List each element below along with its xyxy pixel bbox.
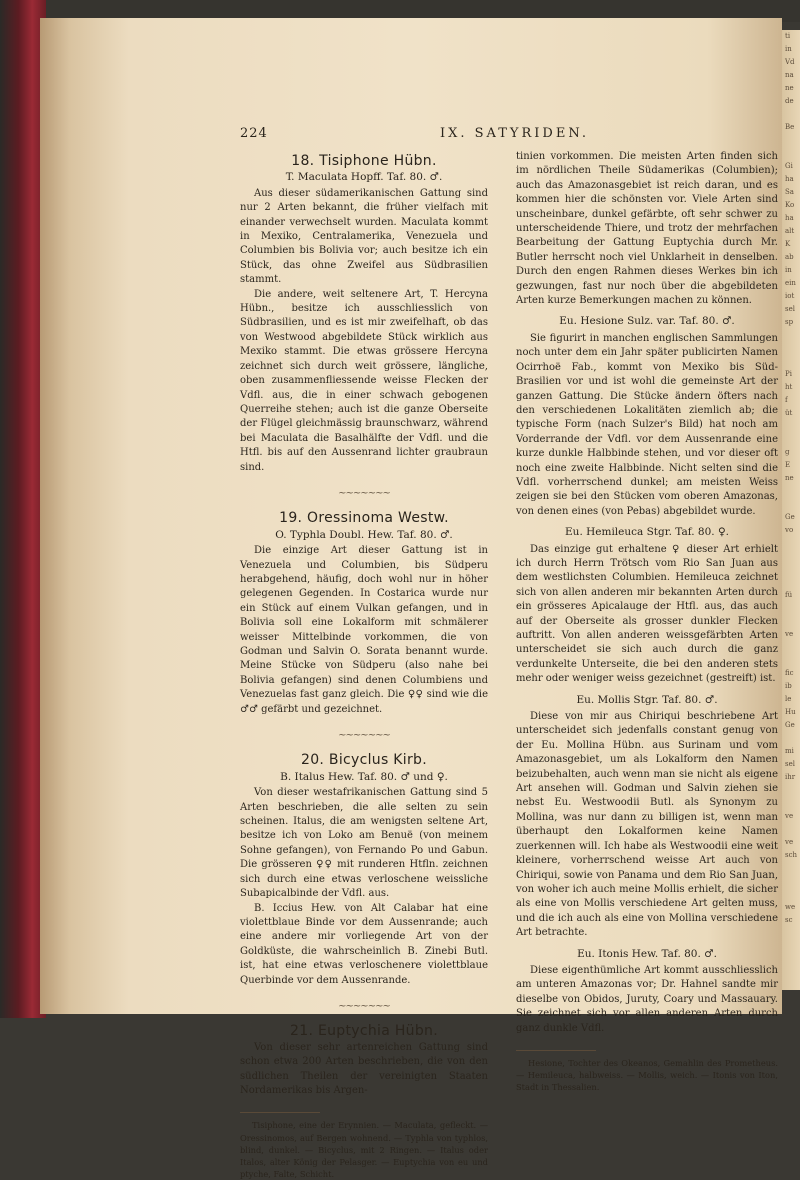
facing-page-fragment: na (785, 71, 794, 79)
paragraph: Aus dieser südamerikanischen Gattung sind nur 2 Arten bekannt, die früher vielfach mit einander verwechselt wurden. Maculata kommt in Mexiko, Centralamerika, Venezuela und Columbien bis Bolivia vor; auch besitze ich ein Stück, das ohne Zweifel aus Südbrasilien stammt. (240, 187, 488, 286)
facing-page-fragment: in (785, 266, 792, 274)
facing-page-fragment: üt (785, 409, 793, 417)
species-heading: Eu. Hesione Sulz. var. Taf. 80. ♂. (559, 315, 735, 328)
facing-page-fragment (782, 420, 800, 433)
page-header (240, 126, 780, 146)
facing-page-fragment: ihr (785, 773, 796, 781)
facing-page-fragment: in (785, 45, 792, 53)
facing-page-fragment (782, 875, 800, 888)
facing-page-fragment (782, 797, 800, 810)
facing-page-fragment: ne (785, 84, 794, 92)
facing-page-fragment: ha (785, 175, 794, 183)
facing-page-fragment: we (785, 903, 796, 911)
facing-page-fragment: Ko (785, 201, 795, 209)
section-title-oressinoma: 19. Oressinoma Westw. (279, 510, 449, 527)
paragraph: Von dieser sehr artenreichen Gattung sind schon etwa 200 Arten beschrieben, die von den südlichen Theilen der vereinigten Staaten Nordamerikas bis Argen- (240, 1041, 488, 1096)
facing-page-fragment: K (785, 240, 791, 248)
facing-page-fragment: sel (785, 760, 795, 768)
species-heading: T. Maculata Hopff. Taf. 80. ♂. (285, 171, 443, 184)
facing-page-fragment: ti (785, 32, 791, 40)
facing-page-fragment: ht (785, 383, 793, 391)
facing-page-fragment: sp (785, 318, 794, 326)
facing-page-fragment: alt (785, 227, 795, 235)
species-heading: B. Italus Hew. Taf. 80. ♂ und ♀. (280, 770, 448, 783)
species-heading: Eu. Hemileuca Stgr. Taf. 80. ♀. (565, 526, 729, 539)
paragraph: Diese eigenthümliche Art kommt ausschliesslich am unteren Amazonas vor; Dr. Hahnel sandte mir dieselbe von Obidos, Juruty, Coary und Massauary. Sie zeichnet sich vor allen anderen Arten durch ganz dunkle Vdfl. (516, 964, 778, 1034)
facing-page-fragment (782, 823, 800, 836)
facing-page-fragment (782, 134, 800, 147)
facing-page-fragment: Gi (785, 162, 793, 170)
facing-page-fragment: ab (785, 253, 794, 261)
section-ornament: ~~~~~~~ (338, 1000, 390, 1012)
facing-page-fragment: Ge (785, 513, 795, 521)
section-ornament: ~~~~~~~ (338, 730, 390, 742)
facing-page-fragment: le (785, 695, 792, 703)
species-heading: O. Typhla Doubl. Hew. Taf. 80. ♂. (275, 528, 453, 541)
footnote-rule (516, 1050, 596, 1051)
facing-page-fragment: iot (785, 292, 795, 300)
section-ornament: ~~~~~~~ (338, 487, 390, 499)
footnote-rule (240, 1112, 320, 1113)
facing-page-fragment (782, 550, 800, 563)
facing-page-fragment (782, 888, 800, 901)
section-title-bicyclus: 20. Bicyclus Kirb. (301, 752, 427, 769)
species-heading: Eu. Mollis Stgr. Taf. 80. ♂. (576, 693, 718, 706)
facing-page-fragment (782, 537, 800, 550)
page-number: 224 (240, 126, 268, 141)
species-heading: Eu. Itonis Hew. Taf. 80. ♂. (577, 947, 717, 960)
facing-page-fragment: ve (785, 630, 794, 638)
facing-page-fragment (782, 732, 800, 745)
footnote: Hesione, Tochter des Okeanos, Gemahlin des Prometheus. — Hemileuca, halbweiss. — Mollis, weich. — Itonis von Iton, Stadt in Thessalien. (516, 1057, 778, 1093)
facing-page-fragment (782, 433, 800, 446)
facing-page-fragment: ne (785, 474, 794, 482)
facing-page-edge (782, 30, 800, 990)
facing-page-fragment (782, 498, 800, 511)
facing-page-fragment: fü (785, 591, 793, 599)
facing-page-fragment: Be (785, 123, 795, 131)
facing-page-fragment: sel (785, 305, 795, 313)
facing-page-fragment: ib (785, 682, 792, 690)
facing-page-fragment (782, 654, 800, 667)
facing-page-fragment: ein (785, 279, 796, 287)
facing-page-fragment: ha (785, 214, 794, 222)
section-title-euptychia: 21. Euptychia Hübn. (290, 1023, 438, 1040)
facing-page-fragment: Sa (785, 188, 794, 196)
paragraph: Sie figurirt in manchen englischen Sammlungen noch unter dem ein Jahr später publicirten Namen Ocirrhoë Fab., kommt von Mexiko bis Süd-Brasilien vor und ist wohl die gemeinste Art der ganzen Gattung. Die Stücke ändern öfters nach den verschiedenen Lokalitäten ziemlich ab; die typische Form (nach Sulzer's Bild) hat noch am Vorderrande der Vdfl. vor dem Aussenrande eine kurze dunkle Halbbinde stehen, und vor dieser oft noch eine zweite Halbbinde. Nicht selten sind die Vdfl. vorherrschend dunkel; am meisten Weiss zeigen sie bei den Stücken vom oberen Amazonas, von denen eines (von Pebas) abgebildet wurde. (516, 332, 778, 517)
facing-page-fragment: Pi (785, 370, 792, 378)
left-column (240, 150, 488, 1180)
facing-page-fragment (782, 342, 800, 355)
facing-page-fragment (782, 147, 800, 160)
facing-page-fragment (782, 108, 800, 121)
facing-page-fragment: Ge (785, 721, 795, 729)
facing-page-fragment (782, 862, 800, 875)
facing-page-fragment (782, 602, 800, 615)
facing-page-fragment: de (785, 97, 794, 105)
running-head: IX. SATYRIDEN. (440, 126, 590, 141)
facing-page-fragment: f (785, 396, 788, 404)
paragraph: B. Iccius Hew. von Alt Calabar hat eine violettblaue Binde vor dem Aussenrande; auch eine andere mir vorliegende Art von der Goldküste, die wahrscheinlich B. Zinebi Butl. ist, hat eine etwas verloschenere violettblaue Querbinde vor dem Aussenrande. (240, 902, 488, 986)
right-column (516, 150, 778, 1094)
facing-page-fragment: sch (785, 851, 798, 859)
facing-page-fragment (782, 355, 800, 368)
facing-page-fragment (782, 615, 800, 628)
section-title-tisiphone: 18. Tisiphone Hübn. (291, 153, 437, 169)
paragraph: Die andere, weit seltenere Art, T. Hercyna Hübn., besitze ich ausschliesslich von Südbrasilien, und es ist mir zweifelhaft, ob das von Westwood abgebildete Stück wirklich aus Mexiko stammt. Die etwas grössere Hercyna zeichnet sich durch weit grössere, längliche, oben zusammenfliessende weisse Flecken der Vdfl. aus, die in einer schwach gebogenen Querreihe stehen; auch ist die ganze Oberseite der Flügel gleichmässig braunschwarz, während bei Maculata die Basalhälfte der Vdfl. und die Htfl. bis auf den Aussenrand lichter graubraun sind. (240, 288, 488, 473)
facing-page-fragment: vo (785, 526, 794, 534)
paragraph: tinien vorkommen. Die meisten Arten finden sich im nördlichen Theile Südamerikas (Columbien); auch das Amazonasgebiet ist reich daran, und es kommen hier die schönsten vor. Viele Arten sind unscheinbare, dunkel gefärbte, oft sehr schwer zu unterscheidende Thiere, und trotz der mehrfachen Bearbeitung der Gattung Euptychia durch Mr. Butler herrscht noch viel Unklarheit in denselben. Durch den engen Rahmen dieses Werkes bin ich gezwungen, fast nur noch über die abgebildeten Arten kurze Bemerkungen machen zu können. (516, 151, 778, 307)
paragraph: Diese von mir aus Chiriqui beschriebene Art unterscheidet sich jedenfalls constant genug von der Eu. Mollina Hübn. aus Surinam und vom Amazonasgebiet, um als Lokalform den Namen beizubehalten, auch wenn man sie nicht als eigene Art ansehen will. Godman und Salvin ziehen sie nebst Eu. Westwoodii Butl. als Synonym zu Mollina, was nur dann zu billigen ist, wenn man überhaupt den Lokalformen keine Namen zuerkennen will. Ich habe als Westwoodii eine weit kleinere, vorherrschend weisse Art auch von Chiriqui, sowie von Panama und dem Rio San Juan, von woher ich auch meine Mollis erhielt, die sicher als eine von Mollis verschiedene Art gelten muss, und die ich auch als eine von Mollina verschiedene Art betrachte. (516, 711, 778, 939)
facing-page-fragment: mi (785, 747, 794, 755)
facing-page-fragment (782, 329, 800, 342)
facing-page-fragment (782, 784, 800, 797)
paragraph: Von dieser westafrikanischen Gattung sind 5 Arten beschrieben, die alle selten zu sein scheinen. Italus, die am wenigsten seltene Art, besitze ich von Loko am Benuë (von meinem Sohne gefangen), von Fernando Po und Gabun. Die grösseren ♀♀ mit runderen Htfln. zeichnen sich durch eine etwas verloschene weissliche Subapicalbinde der Vdfl. aus. (240, 787, 488, 900)
footnote: Tisiphone, eine der Erynnien. — Maculata, gefleckt. — Oressinomos, auf Bergen wohnend. — Typhla von typhlos, blind, dunkel. — Bicyclus, mit 2 Ringen. — Italus oder Italos, alter König der Pelasger. — Euptychia von eu und ptyche, Falte, Schicht. (240, 1120, 488, 1180)
facing-page-fragment: sc (785, 916, 793, 924)
paragraph: Die einzige Art dieser Gattung ist in Venezuela und Columbien, bis Südperu herabgehend, häufig, doch wohl nur in höher gelegenen Gegenden. In Costarica wurde nur ein Stück auf einem Vulkan gefangen, und in Bolivia soll eine Lokalform mit schmälerer weisser Mittelbinde vorkommen, die von Godman und Salvin O. Sorata benannt wurde. Meine Stücke von Südperu (also nahe bei Bolivia gefangen) sind denen Columbiens und Venezuelas fast ganz gleich. Die ♀♀ sind wie die ♂♂ gefärbt und gezeichnet. (240, 545, 488, 715)
facing-page-fragment: E (785, 461, 791, 469)
facing-page-fragment (782, 563, 800, 576)
paragraph: Das einzige gut erhaltene ♀ dieser Art erhielt ich durch Herrn Trötsch vom Rio San Juan aus dem westlichsten Columbien. Hemileuca zeichnet sich von allen anderen mir bekannten Arten durch ein grösseres Apicalauge der Htfl. aus, das auch auf der Oberseite als grosser dunkler Flecken auftritt. Von allen anderen weissgefärbten Arten unterscheidet sie sich auch durch die ganz verdunkelte Unterseite, die bei den anderen stets mehr oder weniger weiss gezeichnet (gestreift) ist. (516, 543, 778, 685)
facing-page-fragment: fic (785, 669, 794, 677)
facing-page-fragment: ve (785, 812, 794, 820)
facing-page-fragment (782, 641, 800, 654)
facing-page-fragment: ve (785, 838, 794, 846)
facing-page-fragment (782, 576, 800, 589)
facing-page-fragment: g (785, 448, 790, 456)
facing-page-fragment (782, 485, 800, 498)
facing-page-fragment: Vd (785, 58, 795, 66)
facing-page-fragment: Hu (785, 708, 796, 716)
